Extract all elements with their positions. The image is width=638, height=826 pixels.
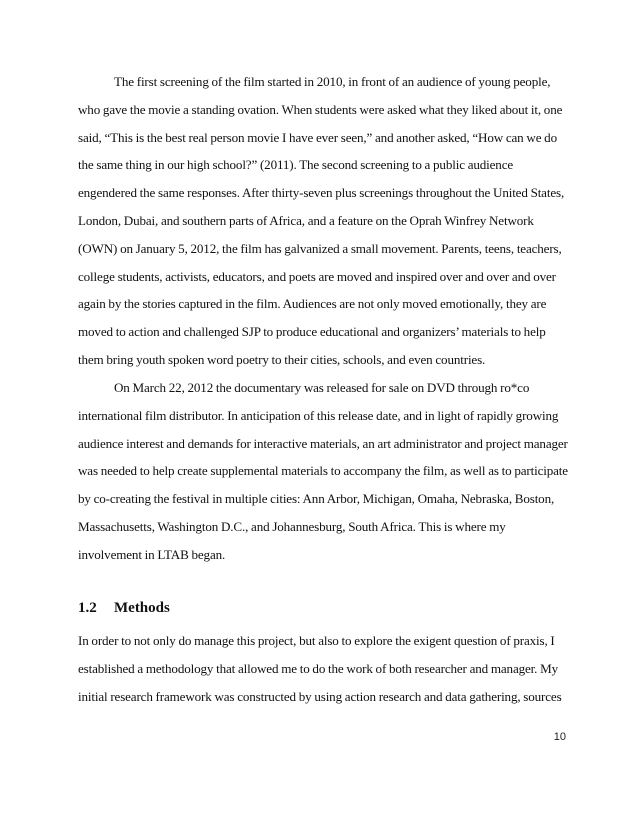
section-heading	[78, 594, 566, 622]
text-line: involvement in LTAB began.	[78, 546, 226, 562]
text-line: In order to not only do manage this project, but also to explore the exigent question of praxis, I	[78, 633, 555, 648]
section-number: 1.2	[78, 600, 97, 616]
text-line: established a methodology that allowed me to do the work of both researcher and manager. My	[78, 660, 558, 676]
text-line: college students, activists, educators, and poets are moved and inspired over and over and over	[78, 268, 556, 284]
paragraph-dvd-release	[78, 374, 566, 569]
text-line: by co-creating the festival in multiple cities: Ann Arbor, Michigan, Omaha, Nebraska, Boston,	[78, 491, 555, 507]
text-line: London, Dubai, and southern parts of Africa, and a feature on the Oprah Winfrey Network	[78, 212, 534, 228]
text-line: them bring youth spoken word poetry to their cities, schools, and even countries.	[78, 351, 486, 367]
text-line: said, “This is the best real person movie I have ever seen,” and another asked, “How can we do	[78, 129, 557, 145]
text-line: again by the stories captured in the film. Audiences are not only moved emotionally, they are	[78, 296, 547, 312]
text-line: (OWN) on January 5, 2012, the film has galvanized a small movement. Parents, teens, teachers,	[78, 240, 562, 256]
text-line: Massachusetts, Washington D.C., and Johannesburg, South Africa. This is where my	[78, 518, 506, 534]
text-line: On March 22, 2012 the documentary was released for sale on DVD through ro*co	[114, 380, 530, 395]
text-line: The first screening of the film started in 2010, in front of an audience of young people,	[114, 74, 551, 89]
text-line: international film distributor. In anticipation of this release date, and in light of rapidly growing	[78, 407, 559, 423]
text-line: the same thing in our high school?” (2011). The second screening to a public audience	[78, 157, 514, 173]
text-line: initial research framework was constructed by using action research and data gathering, sources	[78, 688, 562, 704]
text-line: who gave the movie a standing ovation. When students were asked what they liked about it, one	[78, 101, 563, 117]
section-title: Methods	[114, 600, 170, 616]
paragraph-methods	[78, 627, 566, 710]
text-line: audience interest and demands for interactive materials, an art administrator and project manager	[78, 435, 568, 451]
text-line: moved to action and challenged SJP to produce educational and organizers’ materials to help	[78, 324, 546, 340]
text-line: engendered the same responses. After thirty-seven plus screenings throughout the United States,	[78, 185, 565, 201]
page-number: 10	[553, 731, 566, 743]
text-line: was needed to help create supplemental materials to accompany the film, as well as to participate	[78, 463, 568, 479]
paragraph-first-screening	[78, 68, 566, 374]
